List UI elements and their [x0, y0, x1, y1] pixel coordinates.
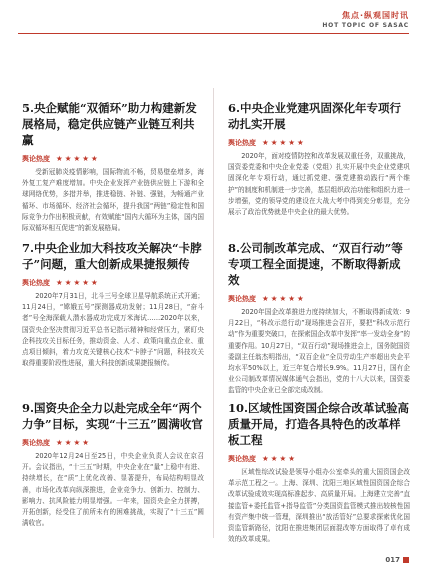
star-icon: ★ — [270, 293, 278, 303]
article-title: 7.中央企业加大科技攻关解决“卡脖子”问题，重大创新成果捷报频传 — [22, 241, 202, 271]
star-icon: ★ — [288, 137, 295, 147]
article-title: 5.央企赋能“双循环”助力构建新发展格局，稳定供应链产业链互利共赢 — [22, 101, 197, 147]
star-icon: ★ — [64, 437, 72, 447]
star-icon: ★ — [279, 137, 287, 147]
star-icon: ★ — [262, 453, 269, 463]
star-icon: ★ — [296, 137, 304, 147]
star-icon: ★ — [288, 293, 295, 303]
page-number: 017 — [385, 556, 400, 564]
page-header — [0, 0, 427, 48]
column-divider — [213, 88, 214, 538]
article-body: 2020年，面对疫情防控和改革发展双重任务，双重挑战，国资委党委和中央企业党委（党组）扎实开展中央企业党建巩固深化年专项行动，通过抓党建、强党建推动践行“两个维护”的制度和机制进一步完善，基层组织政治功能和组织力进一步增强，党的领导党的建设在大战大考中得到充分彰显，充分展示了政治优势就是中央企业的最大优势。 — [228, 152, 410, 217]
star-icon: ★ — [296, 293, 304, 303]
star-icon: ★ — [56, 153, 63, 163]
star-icon: ★ — [262, 293, 269, 303]
rating-row — [228, 293, 410, 304]
article-body: 2020年国企改革推进力度持续加大，不断取得新成效：9月22日，“科改示范行动”现场推进会召开，要把“科改示范行动”作为重要突破口，在探索国企改革中发挥“率一发动全身”的重要作用。10月27日，“双百行动”现场推进会上，国务院国资委副主任翁杰明指出，“双百企业”全员劳动生产率超出央企平均水平50%以上，近三年复合增长9.9%。11月27日，国有企业公司制改革情况媒体通气会指出，党的十八大以来，国资委监管的中央企业已全部完成改制。 — [228, 308, 410, 395]
star-icon: ★ — [73, 277, 81, 287]
rating-label: 舆论热度 — [22, 278, 50, 287]
star-icon: ★ — [90, 153, 98, 163]
star-icon: ★ — [82, 153, 89, 163]
rating-label: 舆论热度 — [228, 454, 256, 463]
article-10 — [228, 400, 410, 545]
star-icon: ★ — [56, 437, 63, 447]
page-marker — [403, 557, 409, 563]
star-rating — [56, 438, 91, 448]
article-8 — [228, 240, 410, 397]
star-rating — [262, 454, 297, 464]
star-icon: ★ — [73, 437, 81, 447]
article-9 — [22, 400, 204, 529]
article-7 — [22, 240, 204, 369]
star-icon: ★ — [270, 453, 278, 463]
rating-row — [22, 277, 204, 288]
page-footer — [385, 556, 409, 564]
star-icon: ★ — [64, 277, 72, 287]
star-icon: ★ — [56, 277, 63, 287]
star-icon: ★ — [90, 277, 98, 287]
star-rating — [262, 294, 306, 304]
star-icon: ★ — [270, 137, 278, 147]
star-icon: ★ — [82, 277, 89, 287]
star-rating — [56, 278, 100, 288]
rating-label: 舆论热度 — [22, 154, 50, 163]
article-6 — [228, 100, 410, 218]
rating-row — [228, 137, 410, 148]
star-icon: ★ — [279, 453, 287, 463]
rating-label: 舆论热度 — [22, 438, 50, 447]
star-rating — [56, 154, 100, 164]
article-title: 9.国资央企全力以赴完成全年“两个力争”目标，实现“十三五”圆满收官 — [22, 401, 203, 431]
rating-row — [22, 437, 204, 448]
section-title: 焦点·纵观国时讯 — [341, 11, 409, 20]
article-body: 2020年12月24日至25日，中央企业负责人会议在京召开。会议指出，“十三五”时期，中央企业在“量”上稳中有进、持续增长，在“质”上优化改善、显著提升，布局结构明显改善，市场化改革向纵深推进，企业竞争力、创新力、控制力、影响力、抗风险能力明显增强。一年来，国资央企全力拼搏，开拓创新，经受住了前所未有的困难挑战，实现了“十三五”圆满收官。 — [22, 452, 204, 528]
rating-row — [22, 153, 204, 164]
article-title: 10.区域性国资国企综合改革试验高质量开局，打造各具特色的改革样板工程 — [228, 401, 410, 447]
article-title: 8.公司制改革完成、“双百行动”等专项工程全面提速，不断取得新成效 — [228, 241, 403, 287]
star-icon: ★ — [279, 293, 287, 303]
star-icon: ★ — [73, 153, 81, 163]
section-subtitle: HOT TOPIC OF SASAC — [322, 22, 409, 29]
rating-row — [228, 453, 410, 464]
header-divider — [18, 33, 409, 34]
star-icon: ★ — [82, 437, 89, 447]
star-icon: ★ — [262, 137, 269, 147]
article-body: 区域性综改试验是领导小组办公室牵头的重大国资国企改革示范工程之一。上海、深圳、沈阳三地区域性国资国企综合改革试验成效实现高标准起步、高质量开局。上海建立完善“直接监管+委托监管+指导监管”分类国资监管模式推出较核性国有资产集中统一管理，深圳推出“放活管好”总要求探索优化国资监管新路径，沈阳在推进集团层面混改等方面取得了卓有成效的改革成果。 — [228, 468, 410, 544]
article-5 — [22, 100, 204, 234]
star-icon: ★ — [288, 453, 295, 463]
star-rating — [262, 138, 306, 148]
rating-label: 舆论热度 — [228, 294, 256, 303]
rating-label: 舆论热度 — [228, 138, 256, 147]
star-icon: ★ — [64, 153, 72, 163]
article-body: 2020年7月31日，北斗三号全球卫星导航系统正式开通；11月24日，“嫦娥五号”探测器成功发射；11月28日，“奋斗者”号全海深载人潜水器成功完成万米海试……2020年以来，国资央企坚决贯彻习近平总书记指示精神和经营压力，紧盯央企科技攻关目标任务，推动资金、人才、政策向重点企业、重点项目倾斜，着力攻克关键核心技术“卡脖子”问题，科技攻关取得重要阶段性进展，重大科技创新成果捷报频传。 — [22, 292, 204, 368]
article-title: 6.中央企业党建巩固深化年专项行动扎实开展 — [228, 101, 402, 131]
article-body: 受新冠肺炎疫情影响，国际物流不畅，贸易壁垒增多，海外复工复产难度增加。中央企业发挥产业链供应链上下游和全球网络优势，多措并举，推进稳链、补链、强链，为畅通产业循环、市场循环、经济社会循环，提升我国“两链”稳定性和国际竞争力作出积极贡献，有效赋能“国内大循环为主体，国内国际双循环相互促进”的新发展格局。 — [22, 168, 204, 233]
